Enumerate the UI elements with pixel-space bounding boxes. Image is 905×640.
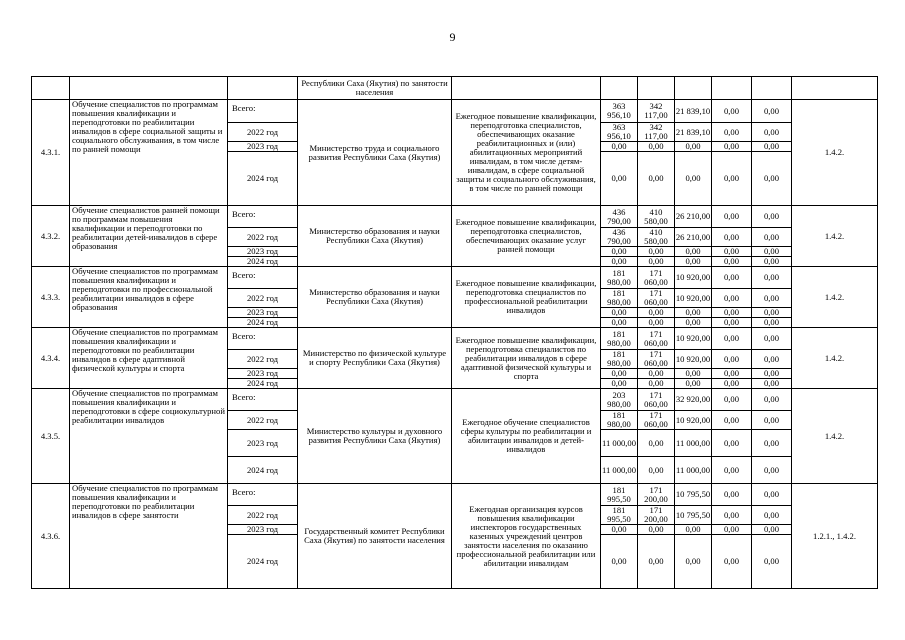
- amount-cell: 0,00: [752, 430, 792, 457]
- amount-cell: 0,00: [675, 142, 712, 152]
- amount-cell: 11 000,00: [601, 457, 638, 484]
- amount-cell: 0,00: [638, 369, 675, 379]
- measure-code-cell: 4.3.6.: [32, 484, 70, 589]
- table-row: [32, 267, 878, 289]
- amount-cell: 181 980,00: [601, 350, 638, 369]
- executor-cell: Министерство образования и науки Республики Саха (Якутия): [298, 267, 452, 328]
- period-cell: 2023 год: [228, 525, 298, 535]
- amount-cell: 0,00: [601, 525, 638, 535]
- amount-cell: 0,00: [712, 430, 752, 457]
- continuation-empty-cell: [712, 77, 752, 100]
- amount-cell: 0,00: [638, 318, 675, 328]
- period-cell: 2023 год: [228, 369, 298, 379]
- amount-cell: 171 060,00: [638, 350, 675, 369]
- amount-cell: 0,00: [712, 123, 752, 142]
- continuation-row: [32, 77, 878, 100]
- amount-cell: 0,00: [712, 389, 752, 411]
- amount-cell: 181 995,50: [601, 484, 638, 506]
- amount-cell: 0,00: [601, 308, 638, 318]
- amount-cell: 0,00: [752, 457, 792, 484]
- amount-cell: 0,00: [675, 152, 712, 206]
- amount-cell: 342 117,00: [638, 100, 675, 123]
- period-cell: Всего:: [228, 206, 298, 228]
- indicator-cell: 1.4.2.: [792, 100, 878, 206]
- amount-cell: 0,00: [712, 206, 752, 228]
- indicator-cell: 1.4.2.: [792, 389, 878, 484]
- amount-cell: 0,00: [752, 506, 792, 525]
- amount-cell: 0,00: [601, 369, 638, 379]
- amount-cell: 0,00: [752, 535, 792, 589]
- period-cell: 2023 год: [228, 308, 298, 318]
- amount-cell: 436 790,00: [601, 206, 638, 228]
- continuation-empty-cell: [228, 77, 298, 100]
- amount-cell: 171 060,00: [638, 289, 675, 308]
- amount-cell: 10 920,00: [675, 411, 712, 430]
- measure-name-cell: Обучение специалистов по программам повышения квалификации и переподготовки по реабилитации инвалидов в сфере социальной защиты и социального обслуживания, в том числе по ранней помощи: [70, 100, 228, 206]
- measure-name-cell: Обучение специалистов по программам повышения квалификации и переподготовки по реабилитации инвалидов в сфере занятости: [70, 484, 228, 589]
- page-number: 9: [449, 30, 456, 44]
- amount-cell: 26 210,00: [675, 228, 712, 247]
- amount-cell: 0,00: [752, 389, 792, 411]
- amount-cell: 0,00: [752, 308, 792, 318]
- amount-cell: 0,00: [601, 142, 638, 152]
- amount-cell: 0,00: [752, 228, 792, 247]
- amount-cell: 0,00: [712, 247, 752, 257]
- amount-cell: 0,00: [638, 257, 675, 267]
- amount-cell: 0,00: [638, 525, 675, 535]
- amount-cell: 342 117,00: [638, 123, 675, 142]
- result-cell: Ежегодная организация курсов повышения квалификации инспекторов государственных казенных учреждений центров занятости населения по оказанию профессиональной реабилитации или абилитации инвалидам: [452, 484, 601, 589]
- amount-cell: 0,00: [638, 379, 675, 389]
- amount-cell: 26 210,00: [675, 206, 712, 228]
- amount-cell: 171 060,00: [638, 389, 675, 411]
- continuation-empty-cell: [452, 77, 601, 100]
- table-row: [32, 484, 878, 506]
- amount-cell: 171 060,00: [638, 267, 675, 289]
- amount-cell: 0,00: [712, 267, 752, 289]
- amount-cell: 10 795,50: [675, 506, 712, 525]
- amount-cell: 10 920,00: [675, 289, 712, 308]
- measure-name-cell: Обучение специалистов по программам повышения квалификации и переподготовки по реабилитации инвалидов в сфере адаптивной физической культуры и спорта: [70, 328, 228, 389]
- amount-cell: 0,00: [752, 100, 792, 123]
- amount-cell: 0,00: [601, 152, 638, 206]
- table-row: [32, 328, 878, 350]
- indicator-cell: 1.4.2.: [792, 267, 878, 328]
- executor-cell: Министерство труда и социального развития Республики Саха (Якутия): [298, 100, 452, 206]
- continuation-empty-cell: [70, 77, 228, 100]
- period-cell: 2024 год: [228, 379, 298, 389]
- amount-cell: 0,00: [752, 379, 792, 389]
- amount-cell: 11 000,00: [675, 457, 712, 484]
- amount-cell: 410 580,00: [638, 206, 675, 228]
- period-cell: 2022 год: [228, 123, 298, 142]
- amount-cell: 11 000,00: [601, 430, 638, 457]
- amount-cell: 0,00: [638, 535, 675, 589]
- amount-cell: 181 995,50: [601, 506, 638, 525]
- amount-cell: 0,00: [712, 257, 752, 267]
- amount-cell: 0,00: [712, 379, 752, 389]
- amount-cell: 10 920,00: [675, 350, 712, 369]
- amount-cell: 0,00: [601, 379, 638, 389]
- amount-cell: 0,00: [752, 411, 792, 430]
- amount-cell: 0,00: [712, 535, 752, 589]
- amount-cell: 0,00: [638, 430, 675, 457]
- continuation-empty-cell: [32, 77, 70, 100]
- amount-cell: 0,00: [752, 369, 792, 379]
- amount-cell: 0,00: [712, 484, 752, 506]
- amount-cell: 363 956,10: [601, 100, 638, 123]
- result-cell: Ежегодное повышение квалификации, переподготовка специалистов по реабилитации инвалидов в сфере адаптивной физической культуры и спорта: [452, 328, 601, 389]
- amount-cell: 0,00: [712, 152, 752, 206]
- amount-cell: 32 920,00: [675, 389, 712, 411]
- amount-cell: 181 980,00: [601, 328, 638, 350]
- amount-cell: 0,00: [752, 350, 792, 369]
- table-row: [32, 100, 878, 123]
- measure-code-cell: 4.3.3.: [32, 267, 70, 328]
- amount-cell: 0,00: [638, 152, 675, 206]
- amount-cell: 0,00: [712, 457, 752, 484]
- period-cell: Всего:: [228, 484, 298, 506]
- result-cell: Ежегодное повышение квалификации, переподготовка специалистов, обеспечивающих оказание услуг ранней помощи: [452, 206, 601, 267]
- amount-cell: 0,00: [675, 247, 712, 257]
- amount-cell: 0,00: [638, 247, 675, 257]
- amount-cell: 0,00: [712, 142, 752, 152]
- period-cell: 2022 год: [228, 506, 298, 525]
- result-cell: Ежегодное обучение специалистов сферы культуры по реабилитации и абилитации инвалидов и детей-инвалидов: [452, 389, 601, 484]
- amount-cell: 0,00: [752, 328, 792, 350]
- indicator-cell: 1.2.1., 1.4.2.: [792, 484, 878, 589]
- continuation-executor-cell: Республики Саха (Якутия) по занятости населения: [298, 77, 452, 100]
- amount-cell: 0,00: [675, 379, 712, 389]
- amount-cell: 0,00: [712, 289, 752, 308]
- period-cell: 2022 год: [228, 289, 298, 308]
- amount-cell: 0,00: [712, 350, 752, 369]
- period-cell: 2022 год: [228, 228, 298, 247]
- amount-cell: 0,00: [675, 257, 712, 267]
- amount-cell: 0,00: [638, 457, 675, 484]
- indicator-cell: 1.4.2.: [792, 206, 878, 267]
- amount-cell: 21 839,10: [675, 123, 712, 142]
- amount-cell: 0,00: [638, 308, 675, 318]
- amount-cell: 171 060,00: [638, 411, 675, 430]
- amount-cell: 203 980,00: [601, 389, 638, 411]
- executor-cell: Министерство образования и науки Республики Саха (Якутия): [298, 206, 452, 267]
- amount-cell: 0,00: [675, 308, 712, 318]
- amount-cell: 10 795,50: [675, 484, 712, 506]
- period-cell: 2024 год: [228, 457, 298, 484]
- period-cell: 2023 год: [228, 142, 298, 152]
- amount-cell: 0,00: [752, 247, 792, 257]
- continuation-empty-cell: [752, 77, 792, 100]
- amount-cell: 171 200,00: [638, 484, 675, 506]
- amount-cell: 0,00: [712, 100, 752, 123]
- amount-cell: 21 839,10: [675, 100, 712, 123]
- amount-cell: 0,00: [752, 152, 792, 206]
- period-cell: 2024 год: [228, 257, 298, 267]
- amount-cell: 0,00: [752, 142, 792, 152]
- measure-name-cell: Обучение специалистов по программам повышения квалификации и переподготовки по профессиональной реабилитации инвалидов в сфере образования: [70, 267, 228, 328]
- amount-cell: 181 980,00: [601, 267, 638, 289]
- measure-code-cell: 4.3.1.: [32, 100, 70, 206]
- amount-cell: 0,00: [712, 328, 752, 350]
- amount-cell: 0,00: [752, 525, 792, 535]
- executor-cell: Государственный комитет Республики Саха (Якутия) по занятости населения: [298, 484, 452, 589]
- measure-code-cell: 4.3.2.: [32, 206, 70, 267]
- period-cell: 2023 год: [228, 247, 298, 257]
- amount-cell: 0,00: [712, 318, 752, 328]
- amount-cell: 0,00: [752, 123, 792, 142]
- period-cell: 2024 год: [228, 152, 298, 206]
- measure-code-cell: 4.3.4.: [32, 328, 70, 389]
- executor-cell: Министерство по физической культуре и спорту Республики Саха (Якутия): [298, 328, 452, 389]
- amount-cell: 0,00: [601, 318, 638, 328]
- period-cell: 2024 год: [228, 535, 298, 589]
- indicator-cell: 1.4.2.: [792, 328, 878, 389]
- period-cell: 2024 год: [228, 318, 298, 328]
- result-cell: Ежегодное повышение квалификации, переподготовка специалистов, обеспечивающих оказание реабилитационных и (или) абилитационных мероприятий инвалидам, в том числе детям-инвалидам, в сфере социальной защиты и социального обслуживания, в том числе по ранней помощи: [452, 100, 601, 206]
- amount-cell: 181 980,00: [601, 411, 638, 430]
- amount-cell: 0,00: [712, 228, 752, 247]
- executor-cell: Министерство культуры и духовного развития Республики Саха (Якутия): [298, 389, 452, 484]
- amount-cell: 0,00: [752, 267, 792, 289]
- result-cell: Ежегодное повышение квалификации, переподготовка специалистов по профессиональной реабилитации инвалидов: [452, 267, 601, 328]
- amount-cell: 10 920,00: [675, 267, 712, 289]
- program-table: [31, 76, 878, 589]
- amount-cell: 0,00: [712, 411, 752, 430]
- period-cell: 2022 год: [228, 350, 298, 369]
- amount-cell: 171 060,00: [638, 328, 675, 350]
- measure-code-cell: 4.3.5.: [32, 389, 70, 484]
- period-cell: Всего:: [228, 267, 298, 289]
- period-cell: Всего:: [228, 389, 298, 411]
- period-cell: Всего:: [228, 100, 298, 123]
- amount-cell: 0,00: [752, 257, 792, 267]
- continuation-empty-cell: [675, 77, 712, 100]
- amount-cell: 181 980,00: [601, 289, 638, 308]
- amount-cell: 0,00: [638, 142, 675, 152]
- amount-cell: 0,00: [712, 506, 752, 525]
- continuation-empty-cell: [601, 77, 638, 100]
- continuation-empty-cell: [792, 77, 878, 100]
- amount-cell: 0,00: [675, 535, 712, 589]
- period-cell: 2022 год: [228, 411, 298, 430]
- table-row: [32, 389, 878, 411]
- amount-cell: 0,00: [601, 257, 638, 267]
- amount-cell: 0,00: [601, 247, 638, 257]
- amount-cell: 0,00: [675, 525, 712, 535]
- measure-name-cell: Обучение специалистов ранней помощи по программам повышения квалификации и переподготовки по реабилитации детей-инвалидов в сфере образования: [70, 206, 228, 267]
- amount-cell: 436 790,00: [601, 228, 638, 247]
- amount-cell: 10 920,00: [675, 328, 712, 350]
- amount-cell: 0,00: [675, 318, 712, 328]
- amount-cell: 0,00: [712, 525, 752, 535]
- period-cell: Всего:: [228, 328, 298, 350]
- measure-name-cell: Обучение специалистов по программам повышения квалификации и переподготовки в сфере социокультурной реабилитации инвалидов: [70, 389, 228, 484]
- amount-cell: 0,00: [712, 369, 752, 379]
- continuation-empty-cell: [638, 77, 675, 100]
- amount-cell: 0,00: [752, 318, 792, 328]
- amount-cell: 0,00: [752, 206, 792, 228]
- amount-cell: 11 000,00: [675, 430, 712, 457]
- period-cell: 2023 год: [228, 430, 298, 457]
- amount-cell: 410 580,00: [638, 228, 675, 247]
- table-row: [32, 206, 878, 228]
- amount-cell: 0,00: [752, 289, 792, 308]
- amount-cell: 0,00: [712, 308, 752, 318]
- amount-cell: 0,00: [601, 535, 638, 589]
- amount-cell: 363 956,10: [601, 123, 638, 142]
- amount-cell: 171 200,00: [638, 506, 675, 525]
- amount-cell: 0,00: [675, 369, 712, 379]
- amount-cell: 0,00: [752, 484, 792, 506]
